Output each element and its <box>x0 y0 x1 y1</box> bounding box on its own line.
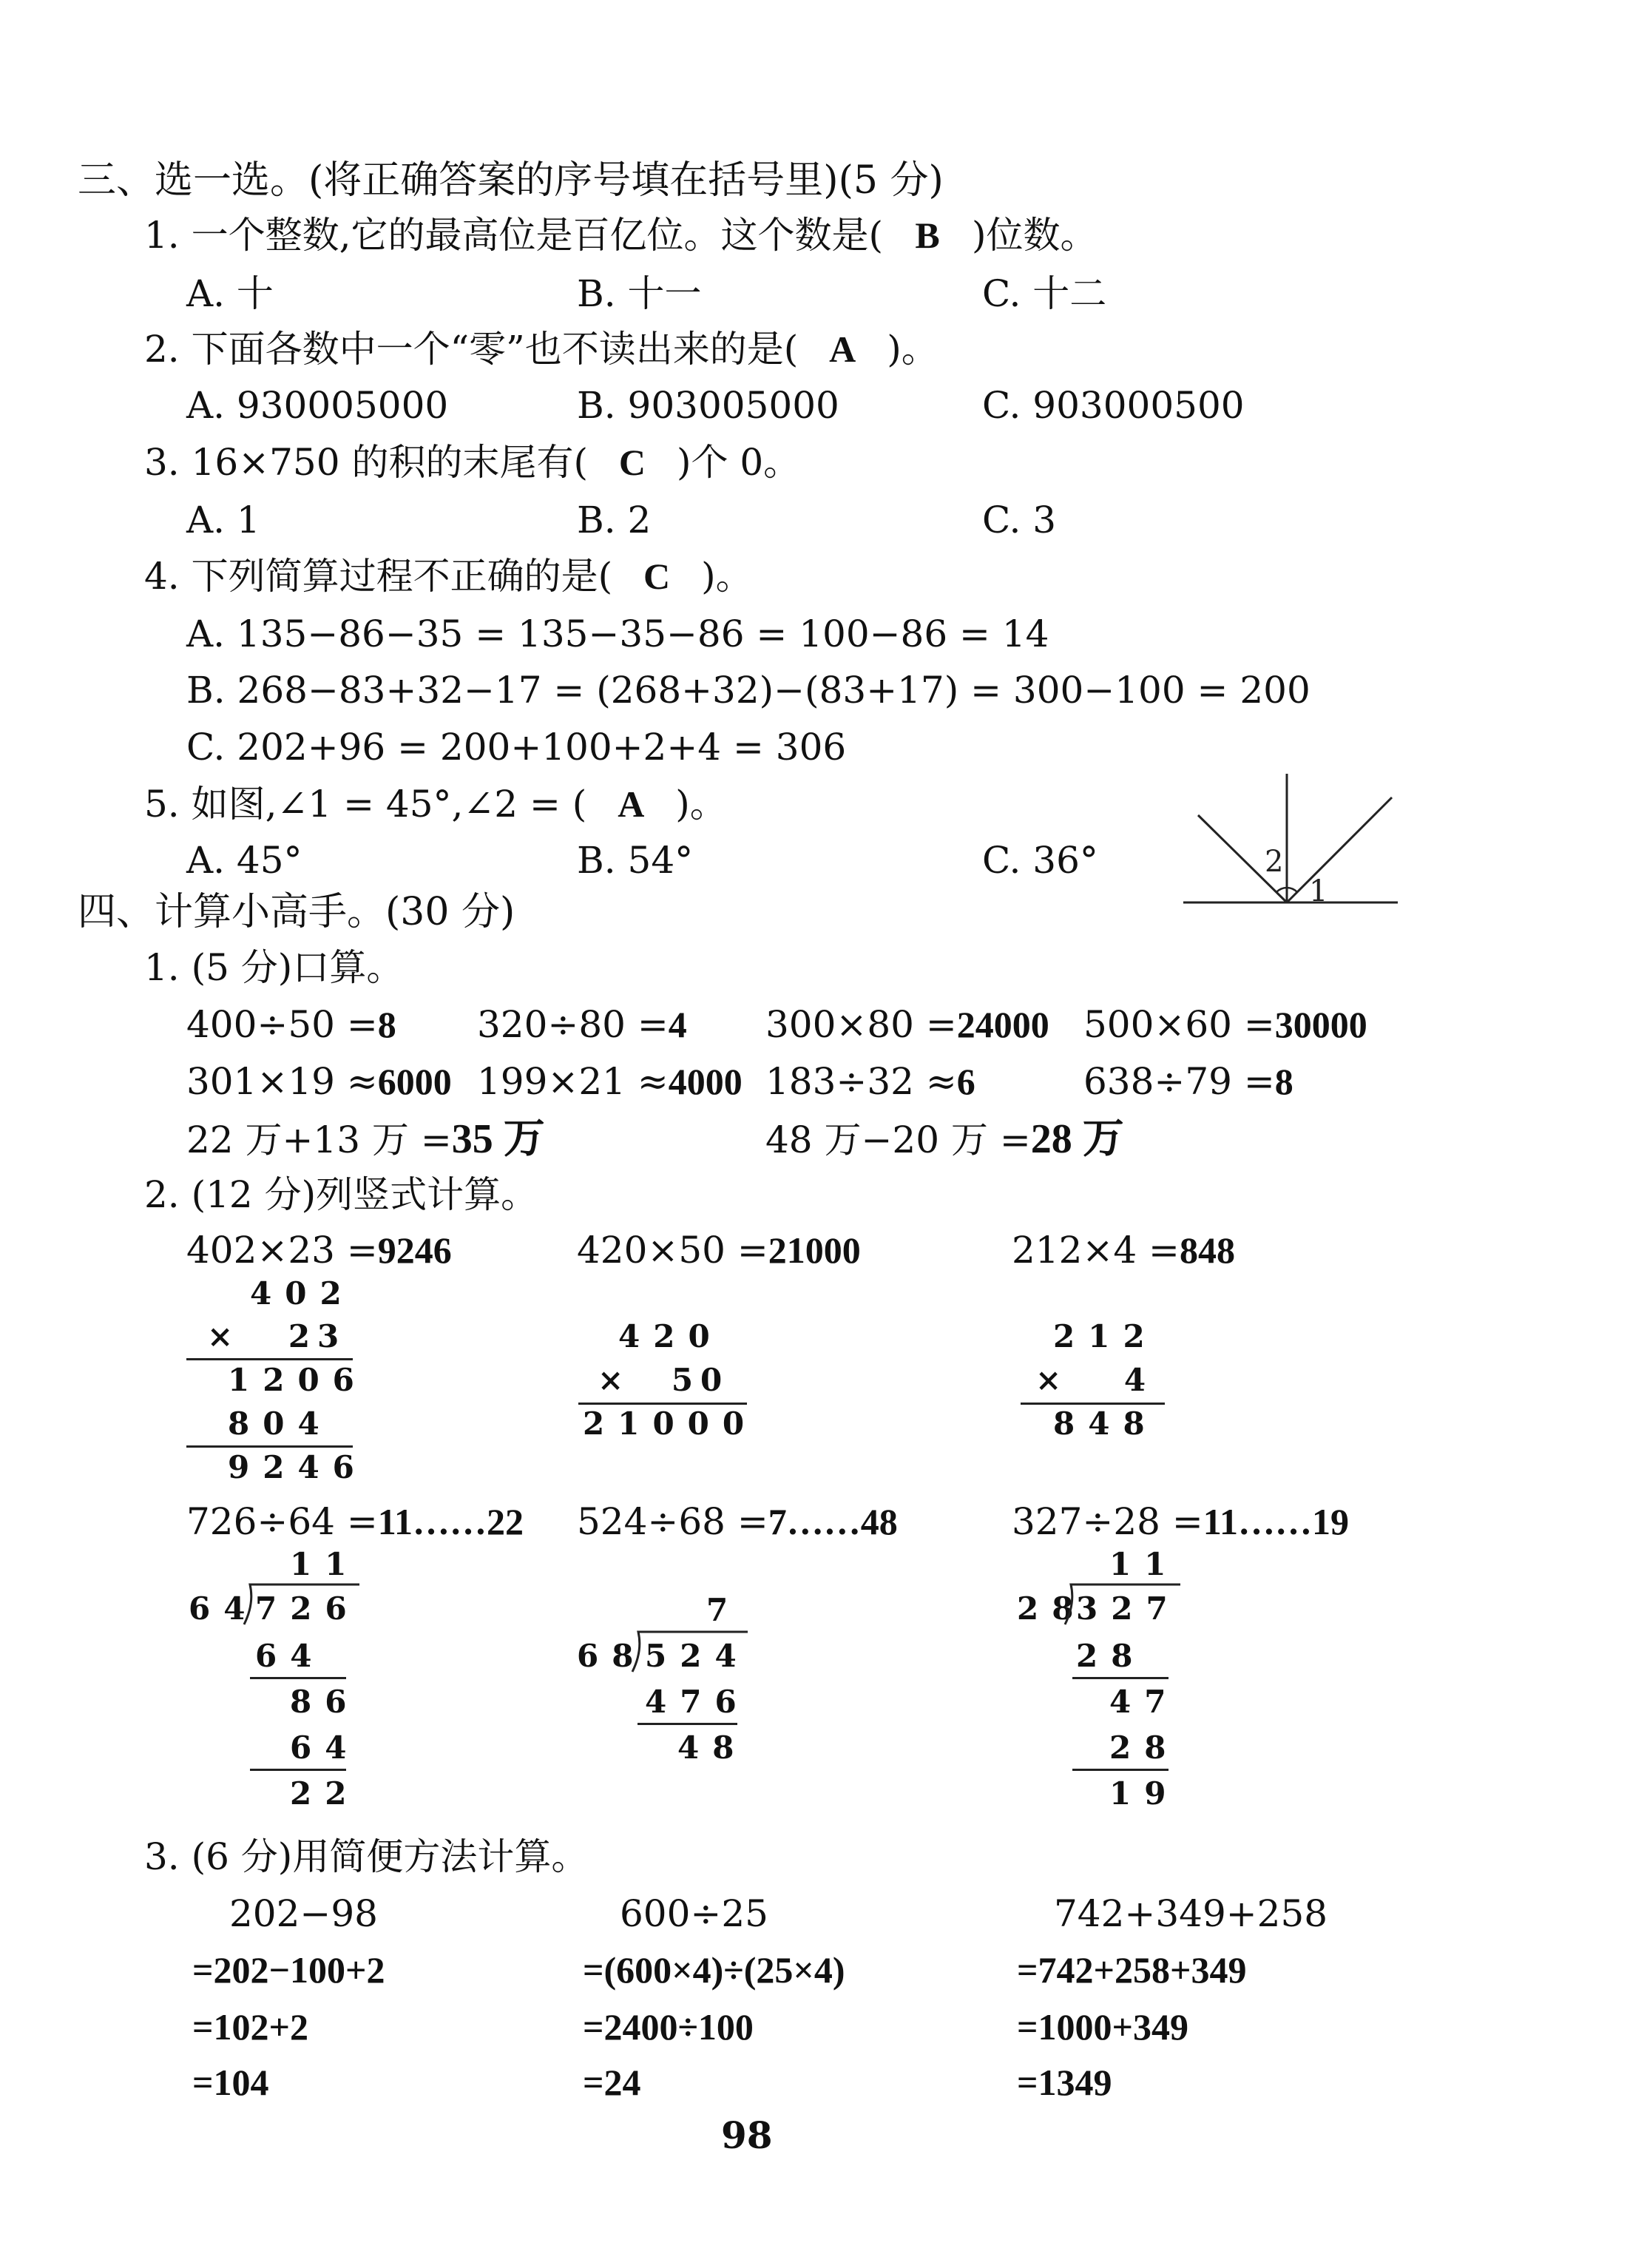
oral-item <box>1083 1003 1367 1046</box>
div-1-dividend: 726 <box>255 1590 360 1627</box>
question-4-stem-end: )。 <box>701 555 753 598</box>
oral-answer: 30000 <box>1274 1004 1367 1045</box>
div-3-divisor: 28 <box>1017 1590 1087 1627</box>
div-2-equation <box>577 1500 898 1543</box>
oral-answer: 8 <box>1274 1061 1293 1102</box>
question-3 <box>144 441 801 484</box>
div-2-quotient: 7 <box>706 1592 742 1628</box>
div-2-dividend: 524 <box>645 1638 750 1674</box>
part-2-title: 2. (12 分)列竖式计算。 <box>144 1173 538 1216</box>
div-3-equation <box>1012 1500 1349 1543</box>
part-1-title: 1. (5 分)口算。 <box>144 946 404 989</box>
question-5-stem: 5. 如图,∠1 = 45°,∠2 = ( <box>144 783 587 826</box>
div-1-line-2 <box>250 1769 346 1771</box>
q2-option-c: C. 903000500 <box>982 384 1245 427</box>
oral-answer: 6 <box>956 1061 975 1102</box>
div-1-step-3: 64 <box>290 1729 360 1766</box>
div-1-step-1: 64 <box>255 1638 325 1674</box>
mult-3-equation <box>1012 1229 1235 1272</box>
equation-answer: 11……22 <box>377 1501 524 1542</box>
mult-3-row-1: 212 <box>1053 1318 1158 1354</box>
oral-question: 301×19 ≈ <box>186 1060 378 1103</box>
simplify-2-question: 600÷25 <box>620 1892 768 1935</box>
equation-question: 420×50 = <box>577 1229 768 1272</box>
equation-question: 726÷64 = <box>186 1500 378 1543</box>
question-4 <box>144 555 753 598</box>
div-1-step-2: 86 <box>290 1684 360 1720</box>
mult-2-equation <box>577 1229 861 1272</box>
oral-question: 638÷79 = <box>1083 1060 1275 1103</box>
section-4-title: 四、计算小高手。(30 分) <box>78 890 515 934</box>
equation-question: 402×23 = <box>186 1229 378 1272</box>
div-2-line-1 <box>638 1723 737 1725</box>
q1-option-c: C. 十二 <box>982 272 1107 315</box>
div-3-step-4: 19 <box>1109 1775 1180 1812</box>
simplify-1-question: 202−98 <box>229 1892 378 1935</box>
oral-answer: 24000 <box>956 1004 1049 1045</box>
q1-option-b: B. 十一 <box>577 272 702 315</box>
oral-answer: 28 万 <box>1030 1116 1124 1162</box>
q4-option-c: C. 202+96 = 200+100+2+4 = 306 <box>186 726 847 769</box>
oral-answer: 4000 <box>668 1061 743 1102</box>
equation-answer: 848 <box>1179 1229 1235 1271</box>
question-3-answer: C <box>618 442 646 483</box>
div-3-dividend: 327 <box>1076 1590 1181 1627</box>
mult-2-row-1: 420 <box>618 1318 723 1354</box>
mult-1-line-2 <box>186 1445 353 1448</box>
equation-answer: 7……48 <box>768 1501 898 1542</box>
question-5-stem-end: )。 <box>675 783 727 826</box>
simplify-2-step-3: =24 <box>583 2062 641 2103</box>
equation-answer: 9246 <box>377 1229 452 1271</box>
simplify-3-question: 742+349+258 <box>1054 1892 1328 1935</box>
mult-2-row-3: 21000 <box>583 1405 758 1442</box>
question-3-stem: 3. 16×750 的积的末尾有( <box>144 441 588 484</box>
mult-1-row-5: 9246 <box>228 1449 368 1485</box>
div-3-quotient: 11 <box>1109 1546 1180 1582</box>
question-4-stem: 4. 下列简算过程不正确的是( <box>144 555 613 598</box>
mult-1-row-1: 402 <box>250 1275 355 1312</box>
angle-2-arc <box>1276 888 1287 892</box>
oral-item <box>1083 1060 1293 1103</box>
div-3-step-1: 28 <box>1076 1638 1146 1674</box>
q1-option-a: A. 十 <box>186 272 274 315</box>
oral-question: 183÷32 ≈ <box>765 1060 957 1103</box>
simplify-2-step-2: =2400÷100 <box>583 2006 754 2048</box>
div-2-divisor: 68 <box>577 1638 647 1674</box>
oral-item <box>765 1118 1124 1160</box>
mult-2-row-2: × 50 <box>598 1362 730 1398</box>
simplify-2-step-1: =(600×4)÷(25×4) <box>583 1949 845 1991</box>
question-2-answer: A <box>829 328 856 370</box>
simplify-3-step-3: =1349 <box>1017 2062 1112 2103</box>
angle-1-label: 1 <box>1309 874 1328 908</box>
oral-question: 320÷80 = <box>477 1003 669 1046</box>
question-1-stem-end: )位数。 <box>972 214 1098 257</box>
mult-3-row-3: 848 <box>1053 1405 1158 1442</box>
oral-question: 300×80 = <box>765 1003 957 1046</box>
mult-3-row-2: × 4 <box>1035 1362 1154 1398</box>
q4-option-b: B. 268−83+32−17 = (268+32)−(83+17) = 300−100 = 200 <box>186 669 1311 712</box>
angle-2-label: 2 <box>1265 845 1284 879</box>
mult-1-row-4: 804 <box>228 1405 333 1442</box>
oral-item <box>186 1003 396 1046</box>
mult-3-line <box>1021 1403 1165 1405</box>
question-3-stem-end: )个 0。 <box>676 441 801 484</box>
oral-item <box>765 1060 975 1103</box>
question-1 <box>144 214 1098 257</box>
simplify-3-step-1: =742+258+349 <box>1017 1949 1247 1991</box>
simplify-1-step-2: =102+2 <box>192 2006 308 2048</box>
simplify-3-step-2: =1000+349 <box>1017 2006 1188 2048</box>
q3-option-a: A. 1 <box>186 499 260 541</box>
div-2-step-2: 48 <box>677 1729 748 1766</box>
oral-item <box>186 1060 452 1103</box>
question-1-stem: 1. 一个整数,它的最高位是百亿位。这个数是( <box>144 214 883 257</box>
q2-option-b: B. 903005000 <box>577 384 839 427</box>
oral-item <box>765 1003 1049 1046</box>
div-3-step-3: 28 <box>1109 1729 1180 1766</box>
equation-question: 212×4 = <box>1012 1229 1180 1272</box>
q5-option-c: C. 36° <box>982 839 1098 882</box>
equation-answer: 11……19 <box>1203 1501 1349 1542</box>
mult-1-line <box>186 1358 353 1360</box>
oral-item <box>477 1003 687 1046</box>
figure-right-ray <box>1287 797 1392 902</box>
section-3-title: 三、选一选。(将正确答案的序号填在括号里)(5 分) <box>78 158 944 203</box>
div-2-step-1: 476 <box>645 1684 750 1720</box>
div-3-line-1 <box>1072 1677 1169 1679</box>
q3-option-b: B. 2 <box>577 499 652 541</box>
equation-question: 327÷28 = <box>1012 1500 1203 1543</box>
q4-option-a: A. 135−86−35 = 135−35−86 = 100−86 = 14 <box>186 612 1049 655</box>
equation-question: 524÷68 = <box>577 1500 768 1543</box>
oral-answer: 35 万 <box>451 1116 545 1162</box>
oral-item <box>186 1118 545 1160</box>
oral-item <box>477 1060 743 1103</box>
div-1-step-4: 22 <box>290 1775 360 1812</box>
mult-2-line <box>578 1403 747 1405</box>
question-4-answer: C <box>643 556 671 597</box>
div-1-equation <box>186 1500 524 1543</box>
q5-option-a: A. 45° <box>186 839 302 882</box>
oral-question: 199×21 ≈ <box>477 1060 669 1103</box>
mult-1-equation <box>186 1229 452 1272</box>
oral-question: 48 万−20 万 = <box>765 1118 1031 1161</box>
oral-answer: 6000 <box>377 1061 452 1102</box>
q3-option-c: C. 3 <box>982 499 1057 541</box>
q2-option-a: A. 930005000 <box>186 384 449 427</box>
div-1-divisor: 64 <box>189 1590 259 1627</box>
question-2 <box>144 328 939 371</box>
div-1-line-1 <box>250 1677 346 1679</box>
div-3-line-2 <box>1072 1769 1169 1771</box>
part-3-title: 3. (6 分)用简便方法计算。 <box>144 1835 589 1878</box>
question-5 <box>144 783 727 826</box>
mult-1-row-2: × 23 <box>207 1318 347 1354</box>
oral-answer: 4 <box>668 1004 687 1045</box>
div-3-step-2: 47 <box>1109 1684 1180 1720</box>
question-2-stem: 2. 下面各数中一个“零”也不读出来的是( <box>144 328 799 371</box>
oral-question: 22 万+13 万 = <box>186 1118 452 1161</box>
page-number: 98 <box>721 2113 773 2157</box>
equation-answer: 21000 <box>768 1229 861 1271</box>
oral-question: 500×60 = <box>1083 1003 1275 1046</box>
div-1-quotient: 11 <box>290 1546 360 1582</box>
question-5-answer: A <box>618 783 645 825</box>
angle-figure <box>1176 769 1420 917</box>
oral-answer: 8 <box>377 1004 396 1045</box>
question-2-stem-end: )。 <box>887 328 939 371</box>
mult-1-row-3: 1206 <box>228 1362 368 1398</box>
simplify-1-step-3: =104 <box>192 2062 269 2103</box>
oral-question: 400÷50 = <box>186 1003 378 1046</box>
question-1-answer: B <box>915 215 940 256</box>
q5-option-b: B. 54° <box>577 839 694 882</box>
simplify-1-step-1: =202−100+2 <box>192 1949 385 1991</box>
angle-1-arc <box>1287 888 1297 892</box>
